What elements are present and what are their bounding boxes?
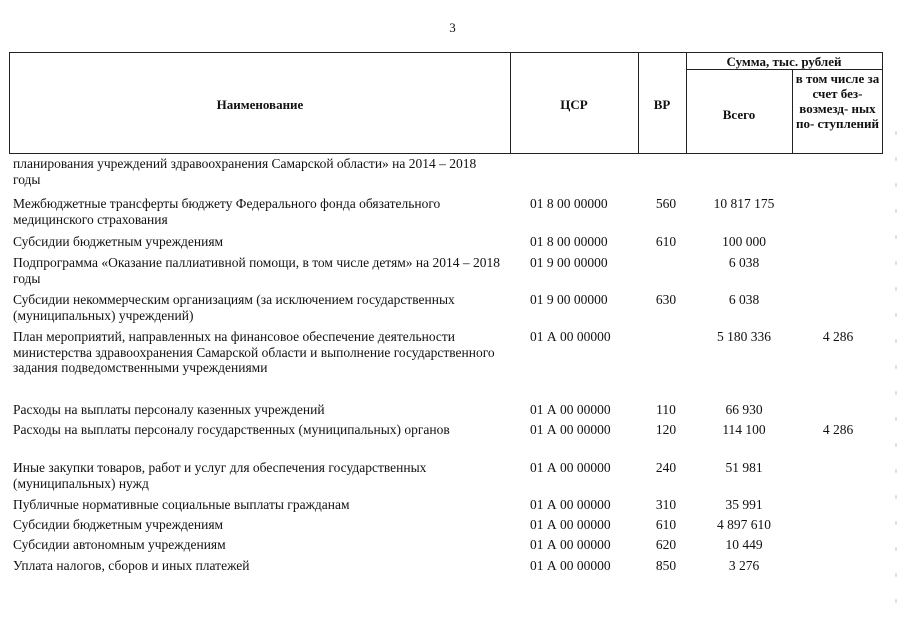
row-csr: 01 8 00 00000 [530,196,608,211]
row-csr: 01 А 00 00000 [530,517,611,532]
row-csr: 01 9 00 00000 [530,255,608,270]
scan-speckle [891,120,901,620]
row-total: 100 000 [722,234,766,249]
row-name: Субсидии автономным учреждениям [13,537,226,552]
row-csr: 01 А 00 00000 [530,537,611,552]
row-total: 10 817 175 [713,196,775,211]
row-total: 4 897 610 [717,517,771,532]
row-name: Расходы на выплаты персоналу государственных (муниципальных) органов [13,422,450,437]
row-total: 35 991 [725,497,763,512]
row-total: 51 981 [725,460,763,475]
row-vr: 110 [656,402,676,417]
header-total: Всего [722,107,756,122]
row-total: 114 100 [722,422,766,437]
header-divider [686,69,882,70]
row-name: Субсидии бюджетным учреждениям [13,234,224,249]
row-name: Субсидии бюджетным учреждениям [13,517,224,532]
row-total: 6 038 [728,292,760,307]
row-vr: 610 [655,517,677,532]
row-name: планирования учреждений здравоохранения Самарской области» на 2014 – 2018 годы [13,156,477,187]
header-vr: ВР [653,97,671,112]
row-total: 3 276 [728,558,760,573]
row-bez: 4 286 [822,329,854,344]
row-csr: 01 9 00 00000 [530,292,608,307]
row-vr: 120 [655,422,677,437]
row-csr: 01 А 00 00000 [530,497,611,512]
row-vr: 240 [655,460,677,475]
row-csr: 01 А 00 00000 [530,422,611,437]
row-name: План мероприятий, направленных на финансовое обеспечение деятельности министерства здравоохранения Самарской области и выполнение государственного задания подведомственными учреждениями [13,329,495,375]
row-vr: 620 [655,537,677,552]
row-name: Субсидии некоммерческим организациям (за исключением государственных (муниципальных) учреждений) [13,292,455,323]
row-csr: 01 А 00 00000 [530,558,611,573]
row-total: 5 180 336 [717,329,771,344]
row-csr: 01 А 00 00000 [530,402,611,417]
row-name: Межбюджетные трансферты бюджету Федерального фонда обязательного медицинского страхования [13,196,441,227]
row-name: Публичные нормативные социальные выплаты гражданам [13,497,350,512]
row-name: Иные закупки товаров, работ и услуг для обеспечения государственных (муниципальных) нужд [13,460,427,491]
row-vr: 310 [655,497,677,512]
header-name: Наименование [216,97,304,112]
header-sum: Сумма, тыс. рублей [726,54,842,69]
header-bez: в том числе за счет без- возмезд- ных по- ступлений [795,71,880,131]
header-csr: ЦСР [560,97,588,112]
row-total: 66 930 [725,402,763,417]
row-csr: 01 8 00 00000 [530,234,608,249]
row-name: Уплата налогов, сборов и иных платежей [13,558,250,573]
row-vr: 610 [655,234,677,249]
row-name: Подпрограмма «Оказание паллиативной помощи, в том числе детям» на 2014 – 2018 годы [13,255,501,286]
row-total: 6 038 [728,255,760,270]
row-name: Расходы на выплаты персоналу казенных учреждений [13,402,325,417]
row-csr: 01 А 00 00000 [530,329,611,344]
table-header [9,52,883,154]
row-vr: 630 [655,292,677,307]
row-csr: 01 А 00 00000 [530,460,611,475]
page-number: 3 [449,20,456,35]
row-vr: 560 [655,196,677,211]
row-total: 10 449 [725,537,763,552]
row-vr: 850 [655,558,677,573]
row-bez: 4 286 [822,422,854,437]
